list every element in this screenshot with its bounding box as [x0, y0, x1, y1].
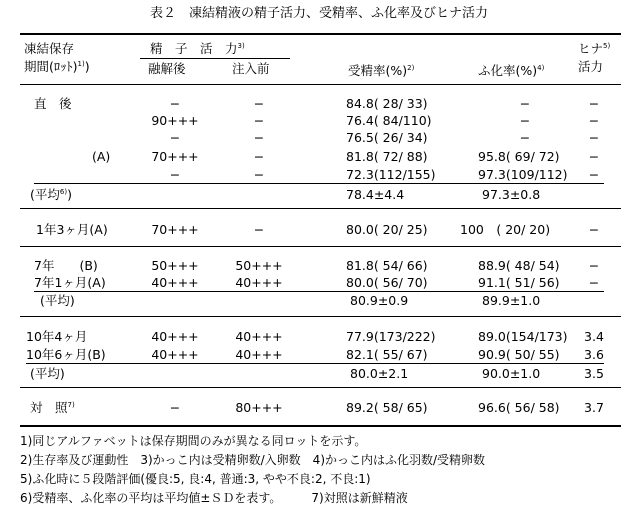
cell-chick: −: [588, 222, 600, 237]
cell-fert: 76.4( 84/110): [346, 113, 432, 128]
cell-thaw: 50+++: [151, 258, 199, 273]
header-hatch-footnote: 4): [537, 64, 545, 72]
cell-period: (平均): [30, 366, 65, 381]
cell-period: 対 照$^{7)}$: [30, 400, 75, 415]
cell-fert: 80.0( 20/ 25): [346, 222, 428, 237]
cell-inject: 40+++: [235, 275, 283, 290]
cell-chick: −: [588, 275, 600, 290]
cell-thaw: 40+++: [151, 275, 199, 290]
cell-period: 10年6ヶ月(B): [26, 347, 106, 362]
cell-hatch: 90.0±1.0: [482, 366, 541, 381]
table-title: 表２ 凍結精液の精子活力、受精率、ふ化率及びヒナ活力: [150, 6, 489, 21]
footnote: 5)ふ化時に５段階評価(優良:5, 良:4, 普通:3, やや不良:2, 不良:1): [20, 472, 371, 486]
cell-thaw: −: [169, 96, 181, 111]
cell-period: (A): [92, 149, 111, 164]
cell-period: 7年 (B): [34, 258, 98, 273]
cell-inject: −: [253, 167, 265, 182]
cell-hatch: 88.9( 48/ 54): [478, 258, 560, 273]
cell-fert: 78.4±4.4: [346, 187, 405, 202]
cell-fert: 82.1( 55/ 67): [346, 347, 428, 362]
average-footnote: 6): [59, 188, 68, 196]
cell-hatch: −: [519, 113, 531, 128]
cell-hatch: 91.1( 51/ 56): [478, 275, 560, 290]
cell-chick: −: [588, 167, 600, 182]
header-fert-footnote: 2): [407, 64, 415, 72]
cell-chick: 3.5: [584, 366, 604, 381]
header-hatch: ふ化率(%)$^{4)}$: [478, 63, 545, 78]
cell-chick: −: [588, 96, 600, 111]
footnote: 6)受精率、ふ化率の平均は平均値±ＳＤを表す。 7)対照は新鮮精液: [20, 491, 408, 505]
header-chick-line1: ヒナ$^{5)}$: [578, 41, 611, 56]
header-chick-line2: 活力: [578, 59, 604, 74]
cell-period: 7年1ヶ月(A): [34, 275, 106, 290]
cell-period: 10年4ヶ月: [26, 329, 88, 344]
cell-thaw: −: [169, 130, 181, 145]
cell-hatch: 95.8( 69/ 72): [478, 149, 560, 164]
group-rule: [20, 246, 621, 247]
cell-inject: −: [253, 222, 265, 237]
cell-inject: −: [253, 96, 265, 111]
cell-fert: 80.0( 56/ 70): [346, 275, 428, 290]
group-rule: [20, 316, 621, 317]
subtotal-rule: [34, 291, 604, 292]
cell-hatch: −: [519, 96, 531, 111]
cell-thaw: 70+++: [151, 149, 199, 164]
cell-chick: 3.6: [584, 347, 604, 362]
cell-hatch: 100 ( 20/ 20): [460, 222, 551, 237]
cell-chick: 3.7: [584, 400, 604, 415]
cell-inject: −: [253, 113, 265, 128]
header-period-footnote: 1): [77, 60, 85, 68]
cell-thaw: 70+++: [151, 222, 199, 237]
table-top-rule: [20, 33, 621, 35]
cell-period: 1年3ヶ月(A): [36, 222, 108, 237]
cell-chick: −: [588, 258, 600, 273]
footnote: 1)同じアルファベットは保存期間のみが異なる同ロットを示す。: [20, 434, 367, 448]
cell-fert: 81.8( 54/ 66): [346, 258, 428, 273]
group-rule: [20, 387, 621, 388]
cell-thaw: −: [169, 400, 181, 415]
subtotal-rule: [34, 183, 604, 184]
header-inject: 注入前: [232, 61, 270, 76]
cell-hatch: 97.3(109/112): [478, 167, 568, 182]
subtotal-rule: [26, 363, 604, 364]
cell-fert: 77.9(173/222): [346, 329, 436, 344]
cell-chick: −: [588, 113, 600, 128]
cell-inject: 80+++: [235, 400, 283, 415]
footnote: 2)生存率及び運動性 3)かっこ内は受精卵数/入卵数 4)かっこ内はふ化羽数/受精卵数: [20, 453, 486, 467]
cell-thaw: −: [169, 167, 181, 182]
cell-inject: 40+++: [235, 329, 283, 344]
cell-fert: 80.0±2.1: [350, 366, 409, 381]
cell-fert: 80.9±0.9: [350, 293, 409, 308]
cell-fert: 76.5( 26/ 34): [346, 130, 428, 145]
cell-fert: 81.8( 72/ 88): [346, 149, 428, 164]
cell-hatch: −: [519, 130, 531, 145]
cell-inject: 40+++: [235, 347, 283, 362]
cell-inject: −: [253, 130, 265, 145]
header-motility: 精 子 活 力$^{3)}$: [150, 41, 245, 56]
control-footnote: 7): [67, 401, 75, 409]
cell-inject: 50+++: [235, 258, 283, 273]
cell-thaw: 40+++: [151, 347, 199, 362]
cell-hatch: 89.0(154/173): [478, 329, 568, 344]
cell-chick: −: [588, 149, 600, 164]
cell-hatch: 90.9( 50/ 55): [478, 347, 560, 362]
header-rule: [20, 84, 621, 85]
group-rule: [20, 208, 621, 209]
cell-fert: 84.8( 28/ 33): [346, 96, 428, 111]
header-motility-underline: [140, 58, 290, 59]
header-thaw: 融解後: [148, 61, 186, 76]
cell-hatch: 97.3±0.8: [482, 187, 541, 202]
header-chick-footnote: 5): [603, 42, 611, 50]
cell-thaw: 90+++: [151, 113, 199, 128]
cell-hatch: 96.6( 56/ 58): [478, 400, 560, 415]
cell-fert: 72.3(112/155): [346, 167, 436, 182]
cell-period: 直 後: [34, 96, 72, 111]
header-period-line1: 凍結保存: [24, 41, 75, 56]
cell-chick: 3.4: [584, 329, 604, 344]
header-motility-footnote: 3): [237, 42, 245, 50]
cell-thaw: 40+++: [151, 329, 199, 344]
header-period-line2: 期間(ﾛｯﾄ)$^{1)}$): [24, 59, 90, 74]
cell-chick: −: [588, 130, 600, 145]
header-fert: 受精率(%)$^{2)}$: [348, 63, 415, 78]
cell-inject: −: [253, 149, 265, 164]
cell-hatch: 89.9±1.0: [482, 293, 541, 308]
cell-fert: 89.2( 58/ 65): [346, 400, 428, 415]
table-bottom-rule: [20, 425, 621, 427]
cell-period: (平均): [40, 293, 75, 308]
cell-period: (平均$^{6)}$): [30, 187, 72, 202]
